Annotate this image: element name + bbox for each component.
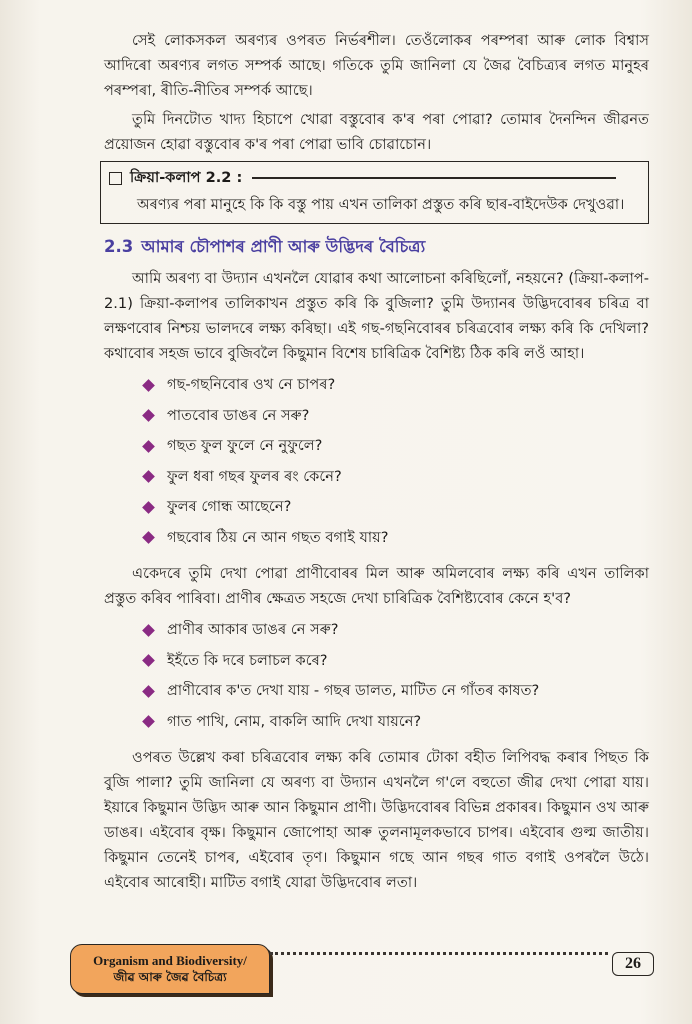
list-item (144, 462, 649, 493)
chapter-tab (70, 944, 270, 994)
closing-paragraph (104, 745, 649, 895)
footer-dotted-rule (270, 952, 608, 955)
list-item (144, 401, 649, 432)
list-item-text: পাতবোৰ ডাঙৰ নে সৰু? (167, 406, 310, 424)
section-heading (104, 234, 649, 260)
list-item (144, 492, 649, 523)
list-item (144, 615, 649, 646)
list-item-text: ফুল ধৰা গছৰ ফুলৰ ৰং কেনে? (167, 467, 342, 485)
activity-box (100, 161, 649, 224)
plants-paragraph (104, 266, 649, 366)
diamond-bullet-icon (142, 470, 155, 483)
list-item (144, 646, 649, 677)
list-item-text: ফুলৰ গোন্ধ আছেনে? (167, 498, 292, 515)
diamond-bullet-icon (142, 440, 155, 453)
list-item-text: ইহঁতে কি দৰে চলাচল কৰে? (167, 651, 328, 669)
activity-title: ক্ৰিয়া-কলাপ 2.2 : (130, 169, 243, 186)
list-item (144, 523, 649, 554)
list-item-text: গছ-গছনিবোৰ ওখ নে চাপৰ? (167, 376, 336, 393)
diamond-bullet-icon (142, 624, 155, 637)
intro-paragraph-2 (104, 107, 649, 157)
list-item-text: গাত পাখি, নোম, বাকলি আদি দেখা যায়নে? (167, 712, 422, 730)
intro-paragraph-1 (104, 28, 649, 103)
section-number: 2.3 (104, 237, 134, 256)
plant-questions-list (104, 370, 649, 553)
activity-text (109, 192, 642, 217)
diamond-bullet-icon (142, 501, 155, 514)
plants-paragraph-text: আমি অৰণ্য বা উদ্যান এখনলৈ যোৱাৰ কথা আলোচনা কৰিছিলোঁ, নহয়নে? (ক্ৰিয়া-কলাপ- 2.1) ক্ৰিয়া-কলাপৰ তালিকাখন প্ৰস্তুত কৰি কি বুজিলা? তুমি উদ্যানৰ উদ্ভিদবোৰৰ চৰিত্ৰ বা লক্ষণবোৰ নিশ্চয় ভালদৰে লক্ষ্য কৰিছা। এই গছ-গছনিবোৰৰ চৰিত্ৰবোৰ লক্ষ্য কৰি কি দেখিলা? কথাবোৰ সহজ ভাবে বুজিবলৈ কিছুমান বিশেষ চাৰিত্ৰিক বৈশিষ্ট্য ঠিক কৰি লওঁ আহা। (104, 270, 649, 362)
activity-text-body: অৰণ্যৰ পৰা মানুহে কি কি বস্তু পায় এখন তালিকা প্ৰস্তুত কৰি ছাৰ-বাইদেউক দেখুওৱা। (137, 196, 625, 213)
chapter-title-english: Organism and Biodiversity/ (93, 953, 247, 968)
diamond-bullet-icon (142, 379, 155, 392)
activity-title-rule (252, 177, 616, 179)
list-item-text: প্ৰাণীৰ আকাৰ ডাঙৰ নে সৰু? (167, 621, 339, 638)
list-item (144, 370, 649, 401)
diamond-bullet-icon (142, 685, 155, 698)
list-item (144, 707, 649, 738)
intro-paragraph-1-text: সেই লোকসকল অৰণ্যৰ ওপৰত নিৰ্ভৰশীল। তেওঁলোকৰ পৰম্পৰা আৰু লোক বিশ্বাস আদিৰো অৰণ্যৰ লগত সম্পৰ্ক আছে। গতিকে তুমি জানিলা যে জৈৱ বৈচিত্ৰ্যৰ লগত মানুহৰ পৰম্পৰা, ৰীতি-নীতিৰ সম্পৰ্ক আছে। (104, 32, 649, 99)
list-item-text: গছবোৰ ঠিয় নে আন গছত বগাই যায়? (167, 528, 389, 546)
page-content (104, 28, 649, 899)
list-item (144, 431, 649, 462)
page-number: 26 (612, 952, 654, 976)
animal-questions-list (104, 615, 649, 737)
diamond-bullet-icon (142, 715, 155, 728)
diamond-bullet-icon (142, 654, 155, 667)
list-item-text: গছত ফুল ফুলে নে নুফুলে? (167, 437, 323, 454)
list-item (144, 676, 649, 707)
animals-paragraph-text: একেদৰে তুমি দেখা পোৱা প্ৰাণীবোৰৰ মিল আৰু অমিলবোৰ লক্ষ্য কৰি এখন তালিকা প্ৰস্তুত কৰিব পাৰিবা। প্ৰাণীৰ ক্ষেত্ৰত সহজে দেখা চাৰিত্ৰিক বৈশিষ্ট্যবোৰ কেনে হ'ব? (104, 565, 649, 607)
intro-paragraph-2-text: তুমি দিনটোত খাদ্য হিচাপে খোৱা বস্তুবোৰ ক'ৰ পৰা পোৱা? তোমাৰ দৈনন্দিন জীৱনত প্ৰয়োজন হোৱা বস্তুবোৰ ক'ৰ পৰা পোৱা ভাবি চোৱাচোন। (104, 111, 649, 153)
animals-paragraph (104, 561, 649, 611)
section-title: আমাৰ চৌপাশৰ প্ৰাণী আৰু উদ্ভিদৰ বৈচিত্ৰ্য (141, 237, 426, 256)
list-item-text: প্ৰাণীবোৰ ক'ত দেখা যায় - গছৰ ডালত, মাটিত নে গাঁতৰ কাষত? (167, 682, 540, 699)
diamond-bullet-icon (142, 409, 155, 422)
page-footer (0, 930, 692, 1024)
chapter-title-assamese: জীৱ আৰু জৈৱ বৈচিত্ৰ্য (113, 970, 227, 984)
closing-paragraph-text: ওপৰত উল্লেখ কৰা চৰিত্ৰবোৰ লক্ষ্য কৰি তোমাৰ টোকা বহীত লিপিবদ্ধ কৰাৰ পিছত কি বুজি পালা? তুমি জানিলা যে অৰণ্য বা উদ্যান এখনলৈ গ'লে বহুতো জীৱ দেখা পোৱা যায়। ইয়াৰে কিছুমান উদ্ভিদ আৰু আন কিছুমান প্ৰাণী। উদ্ভিদবোৰৰ বিভিন্ন প্ৰকাৰৰ। কিছুমান ওখ আৰু ডাঙৰ। এইবোৰ বৃক্ষ। কিছুমান জোপোহা আৰু তুলনামূলকভাবে চাপৰ। এইবোৰ গুল্ম জাতীয়। কিছুমান তেনেই চাপৰ, এইবোৰ তৃণ। কিছুমান গছে আন গছৰ গাত বগাই ওপৰলৈ উঠে। এইবোৰ আৰোহী। মাটিত বগাই যোৱা উদ্ভিদবোৰ লতা। (104, 749, 649, 891)
checkbox-icon (109, 172, 122, 185)
diamond-bullet-icon (142, 531, 155, 544)
activity-header (109, 166, 642, 190)
